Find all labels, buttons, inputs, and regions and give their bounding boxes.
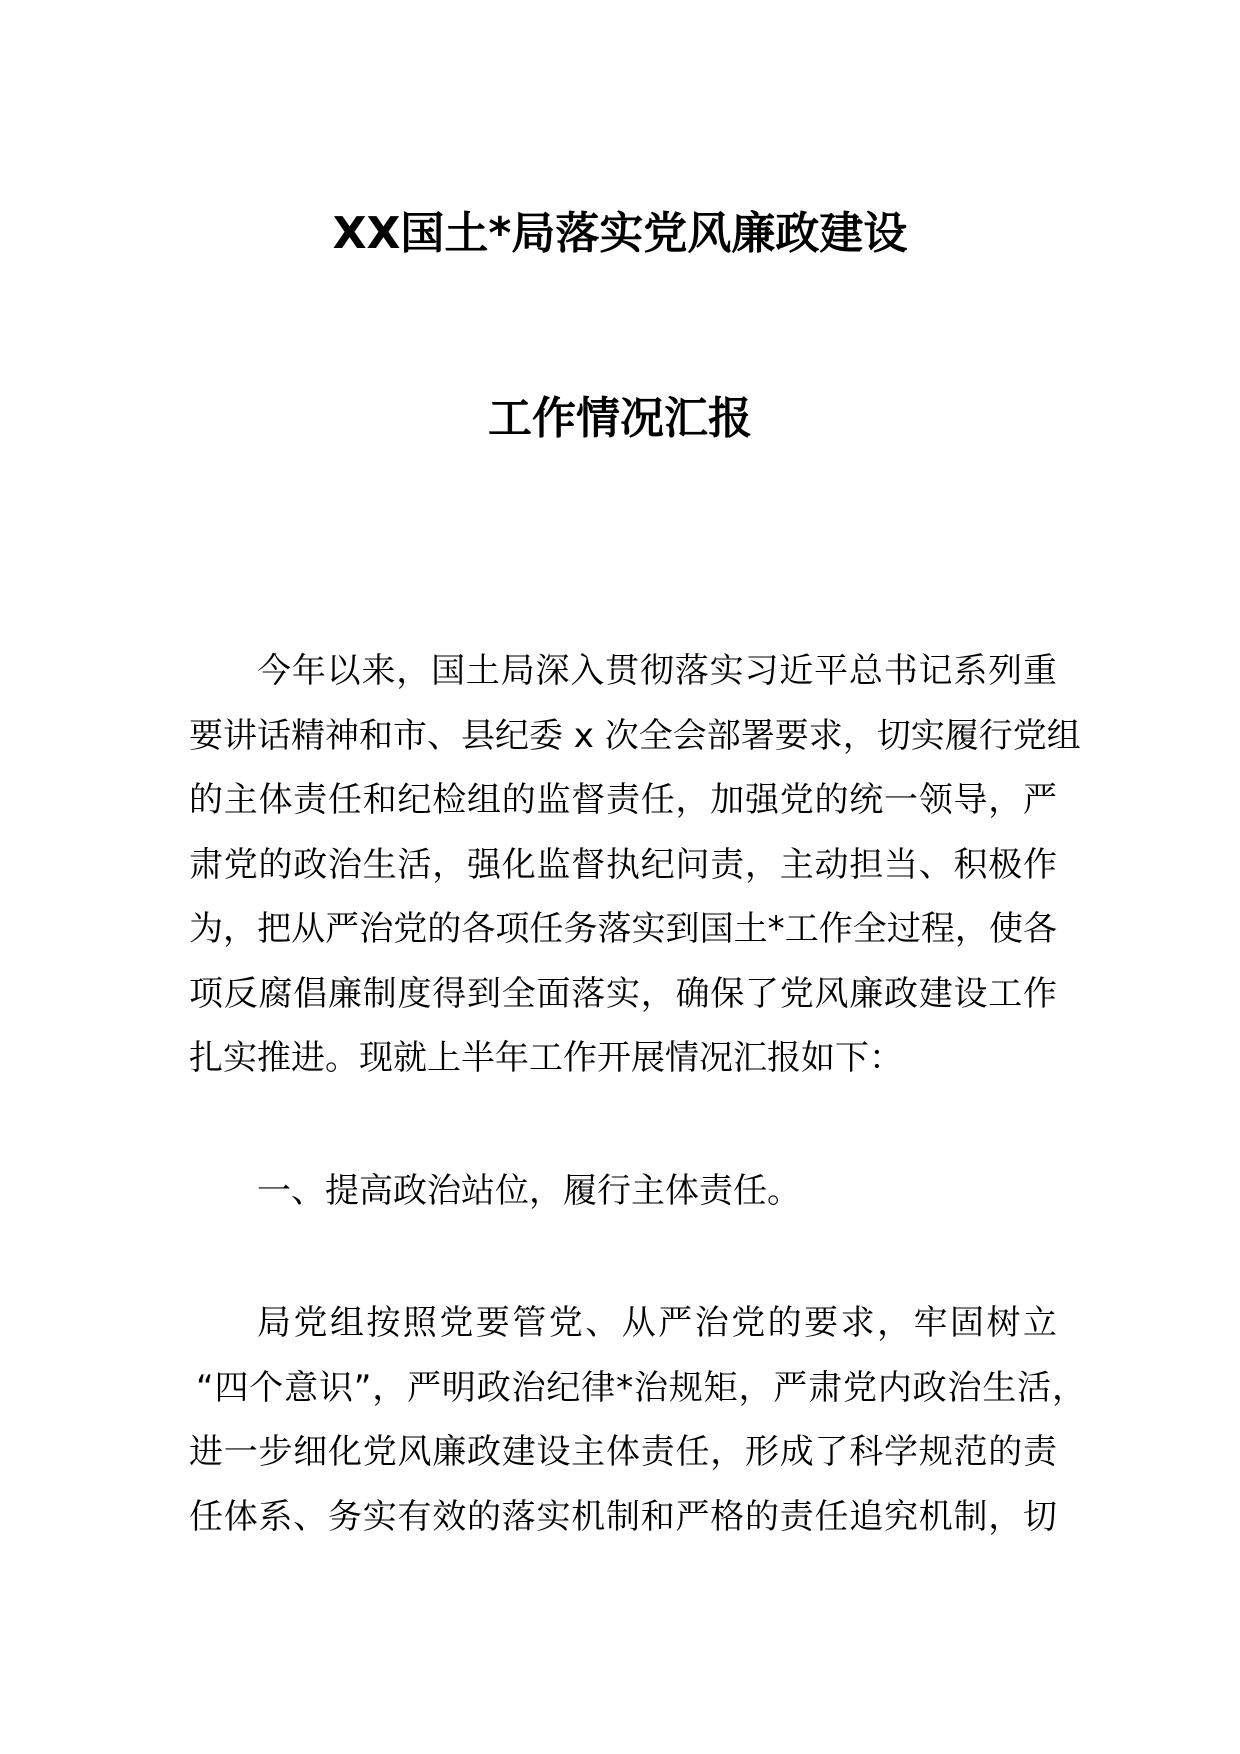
paragraph-line: 的主体责任和纪检组的监督责任，加强党的统一领导，严 (189, 780, 1057, 820)
paragraph-line: 项反腐倡廉制度得到全面落实，确保了党风廉政建设工作 (189, 974, 1057, 1014)
paragraph-line: “四个意识”，严明政治纪律*治规矩，严肃党内政治生活， (196, 1368, 1086, 1408)
paragraph-line: 任体系、务实有效的落实机制和严格的责任追究机制，切 (189, 1497, 1057, 1537)
document-title-line-2: 工作情况汇报 (488, 393, 752, 444)
paragraph-line: 今年以来，国土局深入贯彻落实习近平总书记系列重 (257, 651, 1057, 691)
paragraph-line: 为，把从严治党的各项任务落实到国土*工作全过程，使各 (189, 909, 1057, 949)
paragraph-line: 扎实推进。现就上半年工作开展情况汇报如下： (189, 1038, 903, 1078)
paragraph-line: 局党组按照党要管党、从严治党的要求，牢固树立 (257, 1303, 1057, 1343)
paragraph-line: 要讲话精神和市、县纪委 x 次全会部署要求，切实履行党组 (189, 716, 1081, 756)
section-heading: 一、提高政治站位，履行主体责任。 (257, 1171, 801, 1211)
document-title-line-1: XX国土*局落实党风廉政建设 (332, 208, 908, 259)
paragraph-line: 进一步细化党风廉政建设主体责任，形成了科学规范的责 (189, 1432, 1057, 1472)
paragraph-line: 肃党的政治生活，强化监督执纪问责，主动担当、积极作 (189, 845, 1057, 885)
